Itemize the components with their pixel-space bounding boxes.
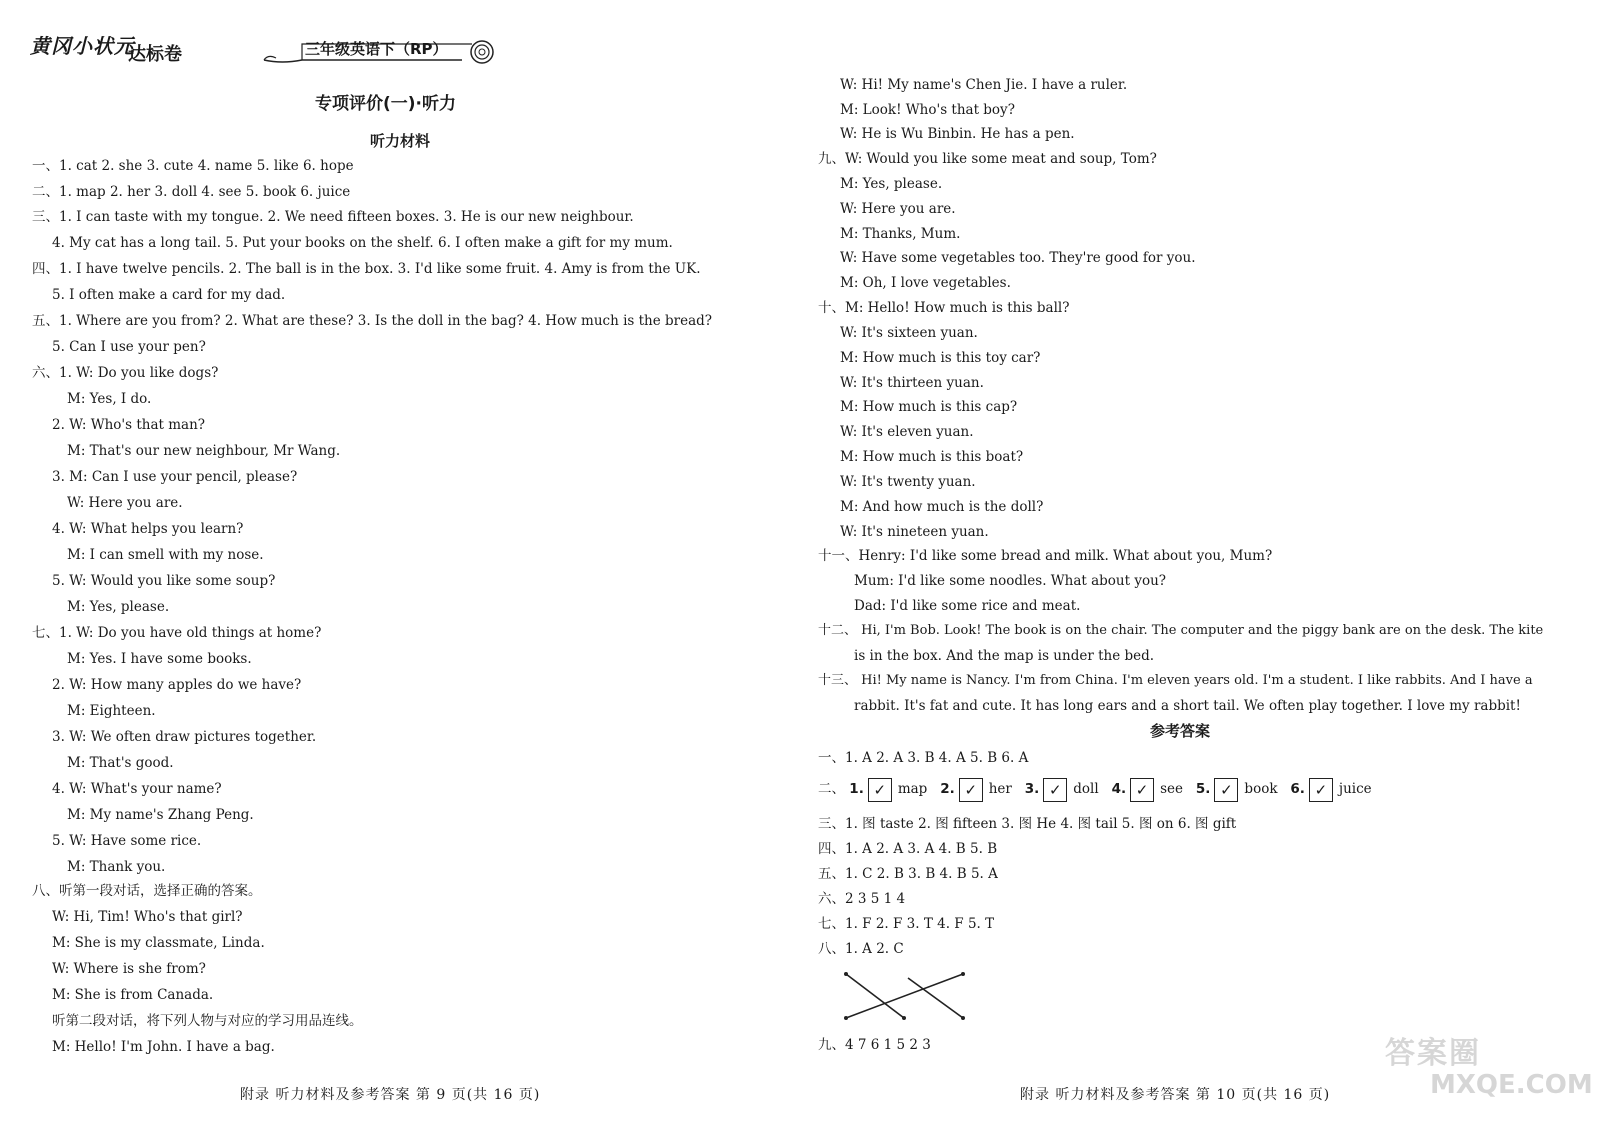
text-line: M: How much is this cap? [840, 399, 1018, 415]
text-line: 三、1. I can taste with my tongue. 2. We need fifteen boxes. 3. He is our new neighbour. [32, 209, 634, 225]
text-line: W: Here you are. [840, 201, 956, 217]
section-subtitle: 听力材料 [370, 132, 431, 150]
text-line: M: I can smell with my nose. [67, 547, 264, 563]
check-icon: ✓ [868, 778, 892, 802]
watermark-logo: 答案圈 [1385, 1036, 1481, 1071]
text-line: 一、1. cat 2. she 3. cute 4. name 5. like 6. hope [32, 158, 354, 174]
text-line: 听第二段对话，将下列人物与对应的学习用品连线。 [52, 1013, 363, 1029]
check-icon: ✓ [1309, 778, 1333, 802]
text-line: M: Yes, please. [840, 176, 943, 192]
match-line [846, 974, 904, 1018]
answer-item: 5. ✓ book [1196, 781, 1278, 797]
text-line: Dad: I'd like some rice and meat. [854, 598, 1081, 614]
text-line: W: It's nineteen yuan. [840, 524, 989, 540]
text-line: 十、M: Hello! How much is this ball? [818, 300, 1070, 316]
check-icon: ✓ [1130, 778, 1154, 802]
answer-line: 八、1. A 2. C [818, 941, 904, 957]
text-line: is in the box. And the map is under the bed. [854, 648, 1155, 664]
text-line: 2. W: Who's that man? [52, 417, 206, 433]
answer-line: 四、1. A 2. A 3. A 4. B 5. B [818, 841, 998, 857]
check-icon: ✓ [1043, 778, 1067, 802]
answer-prefix: 二、 [818, 781, 845, 797]
text-line: 2. W: How many apples do we have? [52, 677, 302, 693]
text-line: W: Here you are. [67, 495, 183, 511]
text-line: W: It's eleven yuan. [840, 424, 974, 440]
text-line: W: Hi, Tim! Who's that girl? [52, 909, 243, 925]
text-line: M: How much is this boat? [840, 449, 1024, 465]
answer-item: 6. ✓ juice [1290, 781, 1371, 797]
answers-title: 参考答案 [1150, 722, 1211, 740]
text-line: M: That's our new neighbour, Mr Wang. [67, 443, 341, 459]
text-line: M: Yes, please. [67, 599, 170, 615]
check-icon: ✓ [959, 778, 983, 802]
text-line: M: Yes, I do. [67, 391, 152, 407]
text-line: W: He is Wu Binbin. He has a pen. [840, 126, 1075, 142]
text-line: 5. W: Have some rice. [52, 833, 202, 849]
answer-item: 2. ✓ her [940, 781, 1012, 797]
text-line: 十一、Henry: I'd like some bread and milk. What about you, Mum? [818, 548, 1273, 564]
text-line: 十二、 Hi, I'm Bob. Look! The book is on the chair. The computer and the piggy bank are on the desk. The kite [818, 623, 1544, 638]
text-line: Mum: I'd like some noodles. What about you? [854, 573, 1167, 589]
page-footer: 附录 听力材料及参考答案 第 10 页(共 16 页) [1020, 1087, 1331, 1103]
answer-line-checkboxes [818, 776, 1372, 802]
text-line: W: It's twenty yuan. [840, 474, 976, 490]
text-line: 5. W: Would you like some soup? [52, 573, 276, 589]
text-line: M: Yes. I have some books. [67, 651, 252, 667]
text-line: rabbit. It's fat and cute. It has long ears and a short tail. We often play together. I love my rabbit! [854, 698, 1521, 714]
text-line: 二、1. map 2. her 3. doll 4. see 5. book 6. juice [32, 184, 351, 200]
brand-series: 达标卷 [128, 44, 182, 65]
text-line: 五、1. Where are you from? 2. What are these? 3. Is the doll in the bag? 4. How much is the bread? [32, 313, 713, 329]
text-line: 5. Can I use your pen? [52, 339, 206, 355]
text-line: M: That's good. [67, 755, 174, 771]
text-line: M: Look! Who's that boy? [840, 102, 1015, 118]
text-line: M: Eighteen. [67, 703, 156, 719]
match-line [846, 974, 963, 1018]
text-line: 六、1. W: Do you like dogs? [32, 365, 219, 381]
banner-title: 三年级英语下（RP） [305, 40, 448, 58]
page-footer: 附录 听力材料及参考答案 第 9 页(共 16 页) [240, 1087, 541, 1103]
text-line: 3. W: We often draw pictures together. [52, 729, 317, 745]
answer-line: 六、2 3 5 1 4 [818, 891, 906, 907]
brand-logo: 黄冈小状元 [30, 34, 135, 58]
text-line: 四、1. I have twelve pencils. 2. The ball is in the box. 3. I'd like some fruit. 4. Amy is from the UK. [32, 261, 701, 277]
answer-item: 3. ✓ doll [1025, 781, 1099, 797]
text-line: 十三、 Hi! My name is Nancy. I'm from China. I'm eleven years old. I'm a student. I like rabbits. And I have a [818, 673, 1533, 688]
text-line: M: And how much is the doll? [840, 499, 1044, 515]
answer-line: 五、1. C 2. B 3. B 4. B 5. A [818, 866, 998, 882]
text-line: M: She is from Canada. [52, 987, 214, 1003]
text-line: M: She is my classmate, Linda. [52, 935, 265, 951]
answer-item: 4. ✓ see [1112, 781, 1183, 797]
text-line: 八、听第一段对话，选择正确的答案。 [32, 883, 262, 899]
text-line: 3. M: Can I use your pencil, please? [52, 469, 298, 485]
text-line: 七、1. W: Do you have old things at home? [32, 625, 322, 641]
answer-line: 一、1. A 2. A 3. B 4. A 5. B 6. A [818, 750, 1029, 766]
answer-line: 三、1. 图 taste 2. 图 fifteen 3. 图 He 4. 图 tail 5. 图 on 6. 图 gift [818, 816, 1237, 832]
answer-line: 七、1. F 2. F 3. T 4. F 5. T [818, 916, 995, 932]
text-line: 4. W: What helps you learn? [52, 521, 244, 537]
text-line: W: Where is she from? [52, 961, 206, 977]
text-line: W: Hi! My name's Chen Jie. I have a ruler. [840, 77, 1128, 93]
right-page [800, 0, 1600, 1134]
answer-item: 1. ✓ map [849, 781, 927, 797]
text-line: M: Hello! I'm John. I have a bag. [52, 1039, 275, 1055]
text-line: M: Oh, I love vegetables. [840, 275, 1011, 291]
text-line: M: Thanks, Mum. [840, 226, 961, 242]
text-line: M: How much is this toy car? [840, 350, 1041, 366]
text-line: 4. My cat has a long tail. 5. Put your books on the shelf. 6. I often make a gift for my mum. [52, 235, 673, 251]
text-line: W: It's sixteen yuan. [840, 325, 978, 341]
text-line: M: My name's Zhang Peng. [67, 807, 254, 823]
text-line: W: Have some vegetables too. They're good for you. [840, 250, 1196, 266]
text-line: W: It's thirteen yuan. [840, 375, 984, 391]
check-icon: ✓ [1214, 778, 1238, 802]
text-line: 九、W: Would you like some meat and soup, Tom? [818, 151, 1157, 167]
page-title: 专项评价(一)·听力 [315, 94, 456, 114]
text-line: 5. I often make a card for my dad. [52, 287, 286, 303]
watermark-url: MXQE.COM [1430, 1070, 1593, 1100]
answer-line: 九、4 7 6 1 5 2 3 [818, 1037, 931, 1053]
text-line: 4. W: What's your name? [52, 781, 222, 797]
matching-lines-diagram [838, 968, 978, 1024]
text-line: M: Thank you. [67, 859, 166, 875]
